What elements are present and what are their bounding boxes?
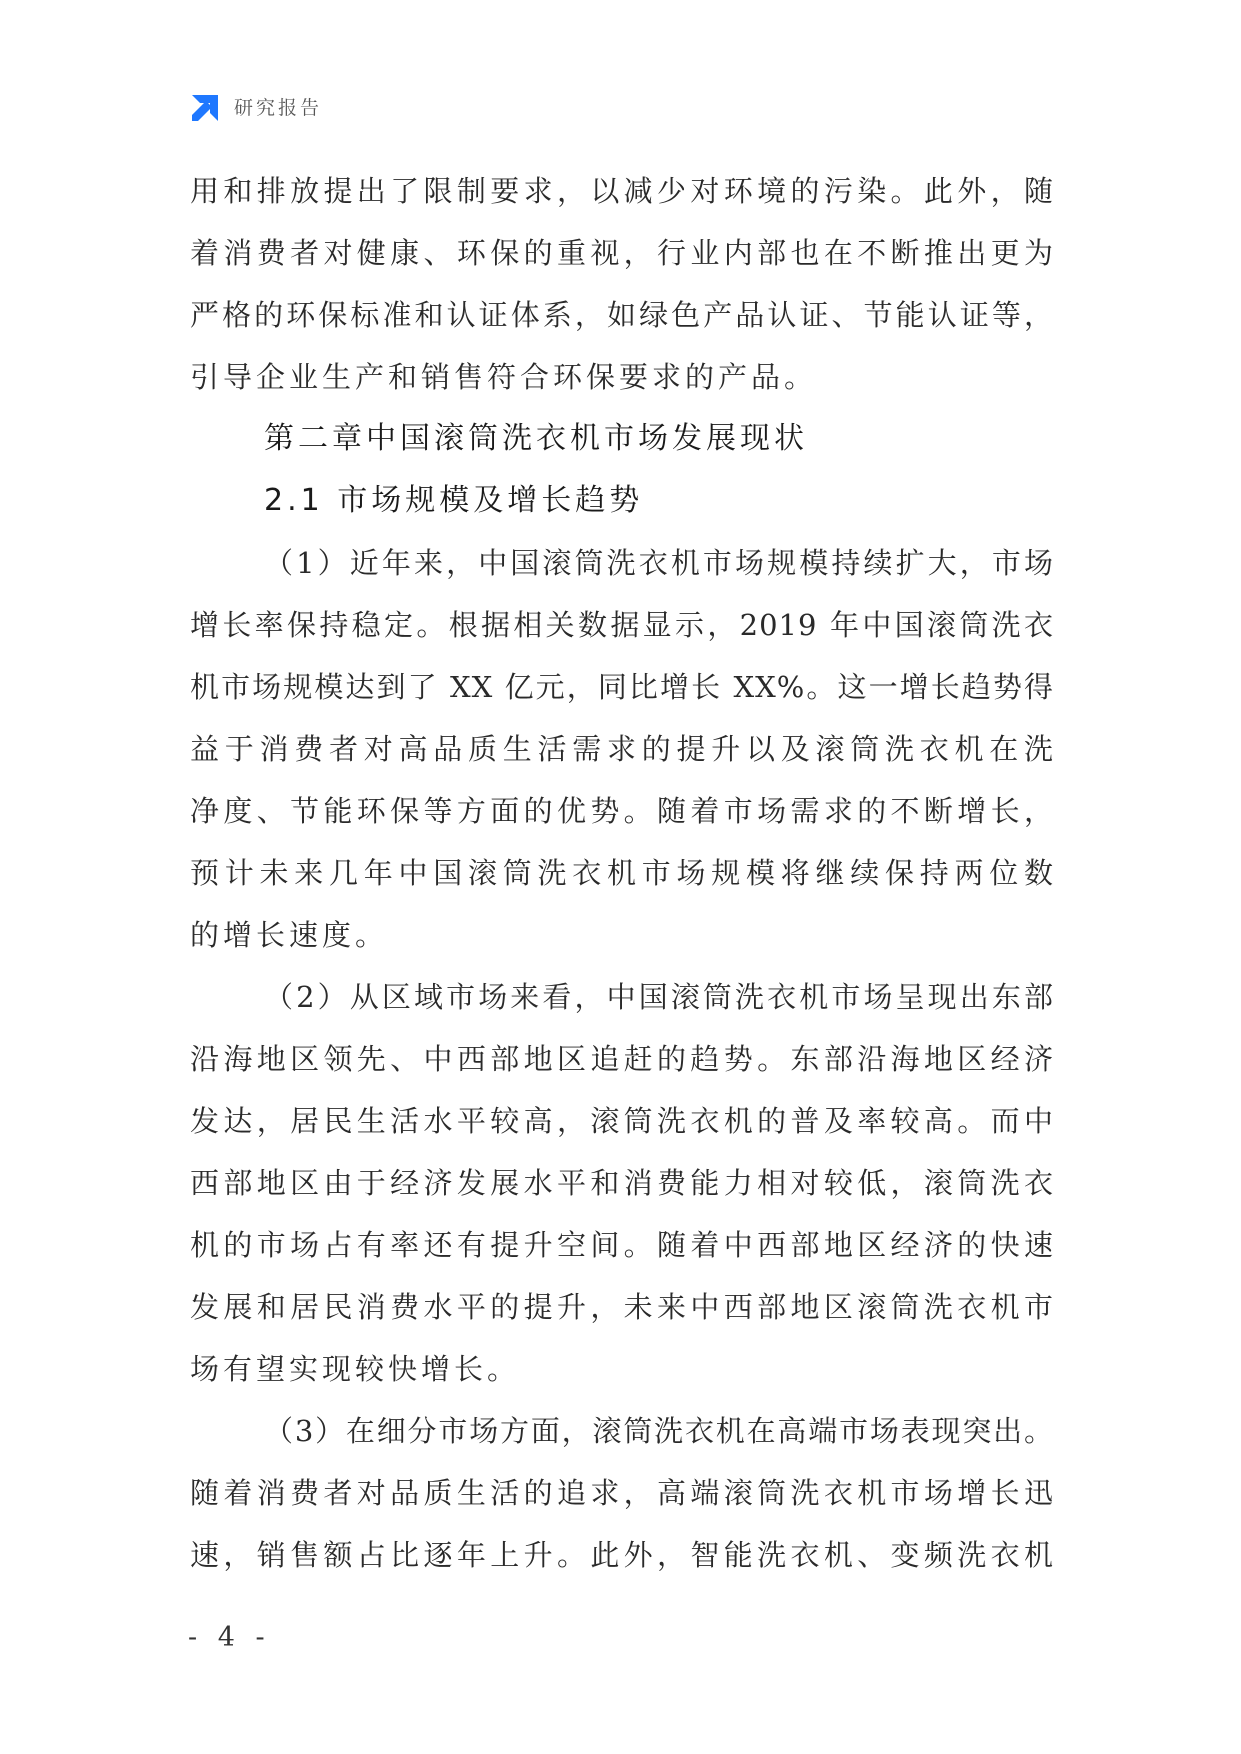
text-line: 沿海地区领先、中西部地区追赶的趋势。东部沿海地区经济 <box>190 1042 1054 1076</box>
text-line: （1）近年来，中国滚筒洗衣机市场规模持续扩大，市场 <box>264 546 1054 580</box>
text-line: 机的市场占有率还有提升空间。随着中西部地区经济的快速 <box>190 1228 1054 1262</box>
text-line: 净度、节能环保等方面的优势。随着市场需求的不断增长， <box>190 794 1054 828</box>
paragraph-2 <box>190 966 1054 1400</box>
document-body <box>190 160 1054 1586</box>
page-number: - 4 - <box>188 1622 271 1653</box>
paragraph-3 <box>190 1400 1054 1586</box>
intro-paragraph <box>190 160 1054 408</box>
text-line: 严格的环保标准和认证体系，如绿色产品认证、节能认证等， <box>190 298 1054 332</box>
text-line: 用和排放提出了限制要求，以减少对环境的污染。此外，随 <box>190 174 1054 208</box>
section-title: 2.1 市场规模及增长趋势 <box>264 483 644 518</box>
text-line: 发达，居民生活水平较高，滚筒洗衣机的普及率较高。而中 <box>190 1104 1054 1138</box>
text-line: 的增长速度。 <box>190 918 389 952</box>
text-line: 随着消费者对品质生活的追求，高端滚筒洗衣机市场增长迅 <box>190 1476 1054 1510</box>
text-line: 速，销售额占比逐年上升。此外，智能洗衣机、变频洗衣机 <box>190 1538 1054 1572</box>
header-title: 研究报告 <box>234 96 323 119</box>
text-line: 机市场规模达到了 XX 亿元，同比增长 XX%。这一增长趋势得 <box>190 670 1054 704</box>
text-line: 引导企业生产和销售符合环保要求的产品。 <box>190 360 818 394</box>
text-line: 益于消费者对高品质生活需求的提升以及滚筒洗衣机在洗 <box>190 732 1054 766</box>
page-header <box>188 88 322 124</box>
text-line: 增长率保持稳定。根据相关数据显示，2019 年中国滚筒洗衣 <box>190 608 1054 642</box>
text-line: 预计未来几年中国滚筒洗衣机市场规模将继续保持两位数 <box>190 856 1054 890</box>
arrow-up-right-icon <box>188 89 222 123</box>
paragraph-1 <box>190 532 1054 966</box>
text-line: 发展和居民消费水平的提升，未来中西部地区滚筒洗衣机市 <box>190 1290 1054 1324</box>
chapter-title: 第二章中国滚筒洗衣机市场发展现状 <box>264 421 808 456</box>
text-line: （3）在细分市场方面，滚筒洗衣机在高端市场表现突出。 <box>264 1414 1054 1448</box>
text-line: 着消费者对健康、环保的重视，行业内部也在不断推出更为 <box>190 236 1054 270</box>
text-line: 西部地区由于经济发展水平和消费能力相对较低，滚筒洗衣 <box>190 1166 1054 1200</box>
text-line: 场有望实现较快增长。 <box>190 1352 521 1386</box>
text-line: （2）从区域市场来看，中国滚筒洗衣机市场呈现出东部 <box>264 980 1054 1014</box>
